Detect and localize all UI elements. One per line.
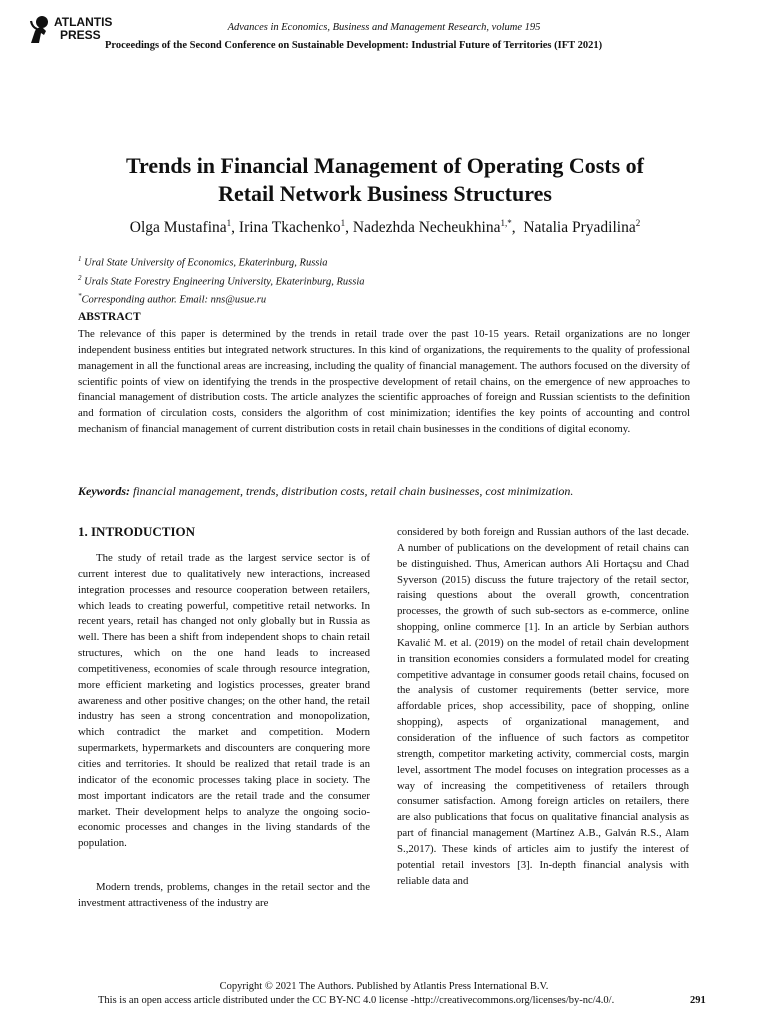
keywords-label: Keywords:: [78, 484, 130, 498]
keywords-text: financial management, trends, distribution costs, retail chain businesses, cost minimization.: [133, 484, 574, 498]
paragraph: The study of retail trade as the largest service sector is of current interest due to qualitatively new interactions, increased integration processes and resource cooperation between retailers, which leads to creating powerful, competitive retail networks. In recent years, retail has changed not only globally but in Russia as well. There has been a shift from independent shops to chain retail structures, which on the one hand leads to increased competitiveness, economies of scale through resource integration, more efficient marketing and logistics processes, greater brand awareness and other positive changes; on the other hand, the retail industry has seen a strong concentration and monopolization, which contradict the market and competition. Modern supermarkets, hypermarkets and discounters are conquering more cities and territories. It should be realized that retail trade is an indicator of the economic processes taking place in society. The most important indicators are the retail trade and the consumer market. Their development helps to analyze the ongoing socio-economic processes and changes in the living standards of the population.: [78, 552, 370, 850]
affiliation-text: Ural State University of Economics, Ekaterinburg, Russia: [84, 257, 328, 269]
author-affiliation-mark: 1: [340, 218, 346, 228]
affiliation-text: Corresponding author. Email: nns@usue.ru: [81, 294, 267, 306]
paragraph: considered by both foreign and Russian authors of the last decade. A number of publications on the development of retail chains can be distinguished. Thus, American authors Ali Hortaçsu and Chad Syverson (2015) discuss the future trajectory of the retail sector, raising questions about the overall growth, concentration processes, the growth of such sub-sectors as e-commerce, online shopping, online commerce [1]. In an article by Serbian authors Kavalić M. et al. (2019) on the model of retail chain development in transition economies considers a formulated model for creating competitive advantage in consumer goods retail chains, focused on the analysis of customer requirements (better service, more affordable prices, shop accessibility, pace of shopping, online shopping), aspects of organizational management, and consideration of the influence of such factors as competitor strength, competitor marketing activity, commercial costs, margin level, assortment The model focuses on integration processes as a way of increasing the competitiveness of retailers through consumer satisfaction. Among foreign articles on retailers, there are also publications that focus on qualitative financial analysis as part of financial management (Martínez A.B., Galván R.S., Alam S.,2017). These kinds of articles aim to justify the interest of potential retail investors [3]. In-depth financial analysis with reliable data and: [397, 526, 689, 887]
affiliation-item: [78, 252, 364, 271]
license-footer: This is an open access article distributed under the CC BY-NC 4.0 license -http://creativecommons.org/licenses/by-nc/4.0/.: [98, 995, 615, 1006]
section-heading-introduction: 1. INTRODUCTION: [78, 524, 196, 539]
affiliation-text: Urals State Forestry Engineering University, Ekaterinburg, Russia: [84, 276, 365, 287]
author-affiliation-mark: 2: [635, 218, 641, 228]
logo-line1: ATLANTIS: [54, 15, 113, 29]
author-name: Irina Tkachenko: [238, 219, 341, 237]
abstract-heading: ABSTRACT: [78, 311, 141, 323]
affiliations: [78, 252, 364, 308]
title-line1: Trends in Financial Management of Operating Costs of: [125, 153, 645, 178]
abstract-text: The relevance of this paper is determined by the trends in retail trade over the past 10-15 years. Retail organizations are no longer independent business entities but integrated network structures. In this kind of organizations, the requirements to the quality of professional management in all the functional areas are increasing, including the quality of financial management. The authors focused on the diversity of scientific points of view on identifying the trends in the prospective development of retail chains, on the emergence of new approaches to financial management of distribution costs. The article analyzes the scientific approaches of foreign and Russian scientists to the definition and formation of circulation costs, considers the algorithm of cost minimization; identifies the key points of accounting and control mechanism of financial management of current distribution costs in retail chain businesses in the conditions of digital economy.: [78, 328, 690, 436]
paper-title: [40, 152, 730, 208]
keywords: [78, 483, 698, 499]
affiliation-mark: 1: [78, 255, 82, 263]
author-name: Olga Mustafina: [129, 219, 227, 237]
affiliation-mark: 2: [78, 273, 82, 282]
affiliation-mark: *: [78, 292, 82, 300]
title-line2: Retail Network Business Structures: [218, 181, 552, 206]
author-affiliation-mark: 1: [226, 218, 232, 228]
right-column-para: [397, 525, 689, 889]
affiliation-item: [78, 289, 364, 308]
author-name: Natalia Pryadilina: [523, 219, 636, 237]
logo-line2: PRESS: [60, 28, 101, 42]
affiliation-item: [78, 271, 364, 290]
proceedings-header: Proceedings of the Second Conference on Sustainable Development: Industrial Future of Territories (IFT 2021): [105, 40, 603, 51]
paragraph: Modern trends, problems, changes in the retail sector and the investment attractiveness of the industry are: [78, 881, 370, 909]
left-column-para2: [78, 880, 370, 912]
series-header: Advances in Economics, Business and Management Research, volume 195: [227, 22, 541, 33]
left-column-para1: [78, 551, 370, 852]
author-name: Nadezhda Necheukhina: [352, 219, 501, 237]
copyright-footer: Copyright © 2021 The Authors. Published by Atlantis Press International B.V.: [219, 981, 549, 992]
author-list: Olga Mustafina$^1$, Irina Tkachenko$^1$, Nadezhda Necheukhina$^{1,*}$, Natalia Pryadilina$^2$: [129, 218, 641, 237]
page-number: 291: [690, 995, 706, 1006]
author-affiliation-mark: 1,*: [500, 218, 512, 228]
